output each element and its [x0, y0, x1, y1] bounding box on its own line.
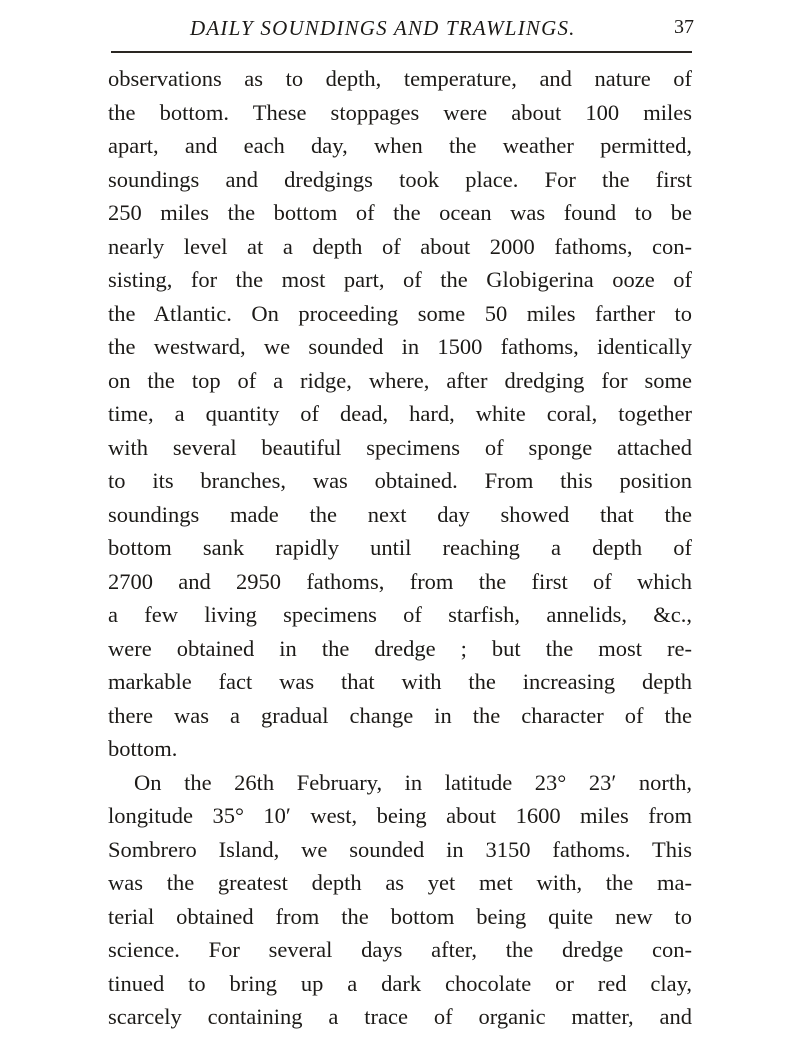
running-title: DAILY SOUNDINGS AND TRAWLINGS.: [190, 16, 576, 40]
text-line: were obtained in the dredge ; but the most re-: [108, 635, 692, 661]
text-line: scarcely containing a trace of organic matter, and: [108, 1004, 692, 1029]
text-line: apart, and each day, when the weather permitted,: [108, 133, 692, 158]
page-number: 37: [674, 16, 694, 38]
text-line: markable fact was that with the increasing depth: [108, 669, 692, 694]
text-line: terial obtained from the bottom being quite new to: [108, 903, 692, 929]
text-line: soundings and dredgings took place. For the first: [108, 166, 692, 192]
text-line: the westward, we sounded in 1500 fathoms, identically: [108, 334, 692, 359]
paragraph-1: [108, 62, 692, 766]
text-line: a few living specimens of starfish, annelids, &c.,: [108, 602, 692, 627]
text-line: longitude 35° 10′ west, being about 1600 miles from: [108, 803, 692, 828]
text-line: soundings made the next day showed that the: [108, 501, 692, 527]
header-rule: [111, 51, 692, 53]
text-line: on the top of a ridge, where, after dredging for some: [108, 367, 692, 393]
text-line: Sombrero Island, we sounded in 3150 fathoms. This: [108, 836, 692, 862]
text-line: bottom sank rapidly until reaching a depth of: [108, 535, 692, 560]
text-line: 2700 and 2950 fathoms, from the first of which: [108, 568, 692, 594]
text-line: there was a gradual change in the character of the: [108, 702, 692, 728]
text-line: sisting, for the most part, of the Globigerina ooze of: [108, 267, 692, 292]
text-line: tinued to bring up a dark chocolate or red clay,: [108, 970, 692, 996]
text-line: with several beautiful specimens of sponge attached: [108, 434, 692, 460]
body-text: [108, 62, 692, 1034]
text-line: observations as to depth, temperature, and nature of: [108, 66, 692, 91]
text-line: nearly level at a depth of about 2000 fathoms, con-: [108, 233, 692, 259]
running-head: [108, 14, 692, 44]
text-line: On the 26th February, in latitude 23° 23′ north,: [134, 769, 692, 795]
text-line: was the greatest depth as yet met with, the ma-: [108, 870, 692, 895]
text-line: science. For several days after, the dredge con-: [108, 937, 692, 962]
text-line: the bottom. These stoppages were about 100 miles: [108, 99, 692, 125]
text-line: to its branches, was obtained. From this position: [108, 468, 692, 493]
text-line: 250 miles the bottom of the ocean was found to be: [108, 200, 692, 225]
paragraph-2: [108, 766, 692, 1034]
text-line: the Atlantic. On proceeding some 50 miles farther to: [108, 300, 692, 326]
text-line: bottom.: [108, 736, 178, 761]
text-line: time, a quantity of dead, hard, white coral, together: [108, 401, 692, 426]
